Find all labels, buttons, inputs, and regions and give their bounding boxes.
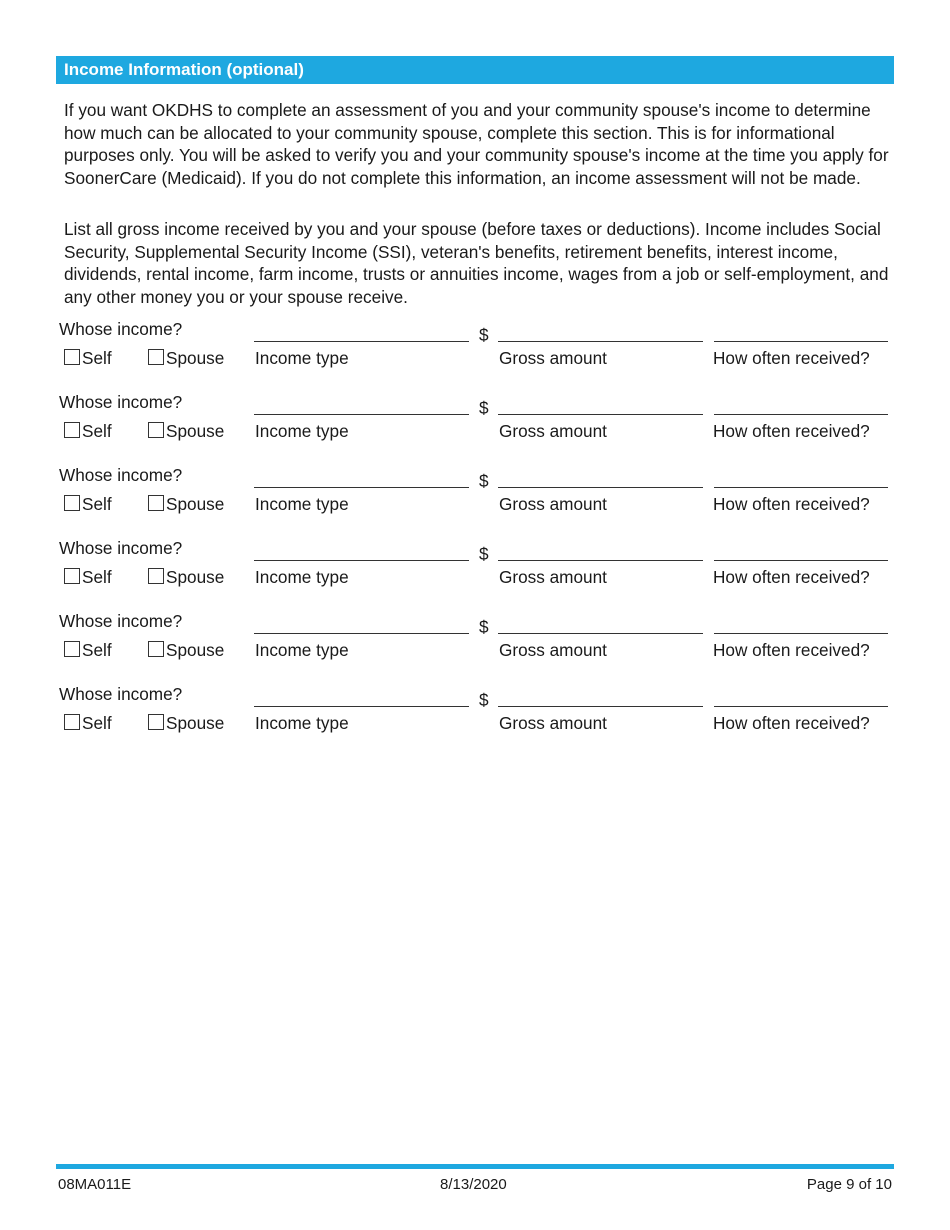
- income-type-caption: Income type: [255, 640, 349, 660]
- spouse-label: Spouse: [166, 421, 225, 441]
- self-label: Self: [82, 494, 112, 514]
- income-type-caption: Income type: [255, 348, 349, 368]
- how-often-input[interactable]: [714, 319, 888, 342]
- gross-amount-input[interactable]: [498, 392, 703, 415]
- income-type-input[interactable]: [254, 538, 469, 561]
- self-label: Self: [82, 713, 112, 733]
- gross-amount-input[interactable]: [498, 465, 703, 488]
- how-often-input[interactable]: [714, 684, 888, 707]
- spouse-checkbox[interactable]: [148, 495, 164, 511]
- gross-amount-input[interactable]: [498, 611, 703, 634]
- dollar-sign: $: [479, 544, 489, 564]
- whose-income-label: Whose income?: [59, 319, 183, 339]
- whose-income-label: Whose income?: [59, 611, 183, 631]
- spouse-label: Spouse: [166, 567, 225, 587]
- income-type-caption: Income type: [255, 713, 349, 733]
- spouse-checkbox[interactable]: [148, 568, 164, 584]
- income-row: [0, 319, 950, 379]
- self-checkbox[interactable]: [64, 422, 80, 438]
- income-type-input[interactable]: [254, 611, 469, 634]
- spouse-label: Spouse: [166, 640, 225, 660]
- income-type-caption: Income type: [255, 567, 349, 587]
- spouse-checkbox[interactable]: [148, 422, 164, 438]
- form-id: 08MA011E: [58, 1176, 132, 1193]
- spouse-label: Spouse: [166, 713, 225, 733]
- how-often-caption: How often received?: [713, 421, 870, 441]
- income-type-input[interactable]: [254, 684, 469, 707]
- gross-amount-caption: Gross amount: [499, 348, 607, 368]
- self-checkbox[interactable]: [64, 641, 80, 657]
- gross-amount-caption: Gross amount: [499, 567, 607, 587]
- spouse-label: Spouse: [166, 494, 225, 514]
- gross-amount-input[interactable]: [498, 319, 703, 342]
- intro-paragraph: If you want OKDHS to complete an assessment of you and your community spouse's income to determine how much can be allocated to your community spouse, complete this section. This is for informational purposes only. You will be asked to verify you and your community spouse's income at the time you apply for SoonerCare (Medicaid). If you do not complete this information, an income assessment will not be made.: [64, 100, 889, 188]
- how-often-caption: How often received?: [713, 567, 870, 587]
- spouse-label: Spouse: [166, 348, 225, 368]
- how-often-input[interactable]: [714, 392, 888, 415]
- income-row: [0, 611, 950, 671]
- how-often-input[interactable]: [714, 538, 888, 561]
- self-checkbox[interactable]: [64, 714, 80, 730]
- gross-amount-caption: Gross amount: [499, 640, 607, 660]
- income-row: [0, 465, 950, 525]
- self-label: Self: [82, 348, 112, 368]
- section-title: Income Information (optional): [56, 56, 894, 84]
- income-row: [0, 684, 950, 744]
- gross-amount-caption: Gross amount: [499, 494, 607, 514]
- gross-amount-caption: Gross amount: [499, 713, 607, 733]
- dollar-sign: $: [479, 325, 489, 345]
- gross-amount-caption: Gross amount: [499, 421, 607, 441]
- self-checkbox[interactable]: [64, 495, 80, 511]
- income-row: [0, 538, 950, 598]
- whose-income-label: Whose income?: [59, 465, 183, 485]
- income-type-input[interactable]: [254, 392, 469, 415]
- gross-amount-input[interactable]: [498, 538, 703, 561]
- spouse-checkbox[interactable]: [148, 714, 164, 730]
- income-type-input[interactable]: [254, 465, 469, 488]
- form-date: 8/13/2020: [440, 1176, 507, 1193]
- dollar-sign: $: [479, 471, 489, 491]
- self-label: Self: [82, 421, 112, 441]
- self-checkbox[interactable]: [64, 568, 80, 584]
- income-row: [0, 392, 950, 452]
- dollar-sign: $: [479, 398, 489, 418]
- how-often-caption: How often received?: [713, 348, 870, 368]
- income-list-paragraph: List all gross income received by you and your spouse (before taxes or deductions). Income includes Social Security, Supplemental Security Income (SSI), veteran's benefits, retirement benefits, interest income, dividends, rental income, farm income, trusts or annuities income, wages from a job or self-employment, and any other money you or your spouse receive.: [64, 219, 889, 307]
- self-checkbox[interactable]: [64, 349, 80, 365]
- income-type-input[interactable]: [254, 319, 469, 342]
- gross-amount-input[interactable]: [498, 684, 703, 707]
- whose-income-label: Whose income?: [59, 684, 183, 704]
- income-type-caption: Income type: [255, 421, 349, 441]
- dollar-sign: $: [479, 690, 489, 710]
- income-type-caption: Income type: [255, 494, 349, 514]
- self-label: Self: [82, 640, 112, 660]
- self-label: Self: [82, 567, 112, 587]
- spouse-checkbox[interactable]: [148, 641, 164, 657]
- page-number: Page 9 of 10: [806, 1176, 892, 1193]
- footer-divider: [56, 1164, 894, 1169]
- how-often-caption: How often received?: [713, 494, 870, 514]
- how-often-input[interactable]: [714, 611, 888, 634]
- dollar-sign: $: [479, 617, 489, 637]
- spouse-checkbox[interactable]: [148, 349, 164, 365]
- whose-income-label: Whose income?: [59, 392, 183, 412]
- how-often-caption: How often received?: [713, 713, 870, 733]
- how-often-input[interactable]: [714, 465, 888, 488]
- how-often-caption: How often received?: [713, 640, 870, 660]
- whose-income-label: Whose income?: [59, 538, 183, 558]
